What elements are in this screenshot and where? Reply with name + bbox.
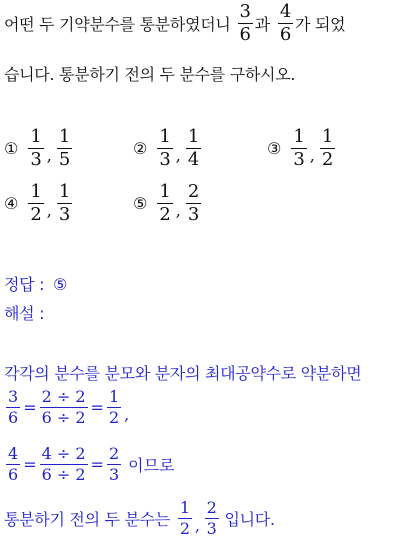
option-marker: ② (133, 139, 148, 158)
equals-sign: = (23, 455, 37, 474)
option-fraction-b (186, 183, 201, 224)
fraction-numerator: 1 (58, 126, 71, 147)
fraction-denominator: 2 (321, 149, 334, 170)
fraction-numerator: 2 (108, 444, 120, 463)
option-1[interactable] (4, 128, 74, 169)
fraction-denominator: 4 (187, 149, 200, 170)
explanation-equation-2 (4, 446, 175, 483)
question-word-gwa: 과 (254, 15, 270, 34)
fraction-denominator: 3 (58, 204, 71, 225)
fraction-lhs (6, 446, 20, 483)
fraction-result-a (178, 500, 192, 537)
fraction-numerator: 1 (30, 181, 42, 202)
fraction-numerator: 1 (159, 181, 171, 202)
option-5[interactable] (133, 183, 203, 224)
question-line-2: 습니다. 통분하기 전의 두 분수를 구하시오. (4, 65, 296, 84)
fraction-denominator: 5 (58, 149, 71, 170)
fraction-numerator: 2 (187, 181, 200, 202)
separator-comma: , (46, 146, 52, 165)
answer-value: ⑤ (53, 275, 68, 294)
fraction-denominator: 2 (159, 204, 171, 225)
fraction-numerator: 4 ÷ 2 (41, 444, 86, 463)
fraction-numerator: 3 (239, 1, 251, 22)
fraction-denominator: 3 (206, 519, 217, 538)
option-fraction-a (28, 128, 43, 169)
option-fraction-b (320, 128, 335, 169)
option-fraction-a (28, 183, 43, 224)
separator-comma: , (175, 201, 181, 220)
fraction-denominator: 6 (8, 465, 19, 484)
fraction-denominator: 6 ÷ 2 (41, 408, 86, 427)
separator-comma: , (309, 146, 315, 165)
fraction-four-sixths (278, 3, 293, 44)
equation-tail: , (124, 405, 130, 424)
question-text-prefix: 어떤 두 기약분수를 통분하였더니 (4, 15, 231, 34)
option-fraction-a (157, 183, 172, 224)
question-text-suffix: 가 되었 (295, 15, 346, 34)
explanation-intro: 각각의 분수를 분모와 분자의 최대공약수로 약분하면 (4, 364, 362, 383)
equation-tail: 이므로 (128, 456, 175, 475)
option-marker: ⑤ (133, 194, 148, 213)
fraction-denominator: 3 (293, 149, 305, 170)
fraction-denominator: 6 ÷ 2 (41, 465, 86, 484)
fraction-numerator: 2 ÷ 2 (41, 387, 86, 406)
separator-comma: , (175, 146, 181, 165)
fraction-numerator: 1 (58, 181, 71, 202)
fraction-numerator: 3 (8, 387, 19, 406)
fraction-division (40, 389, 88, 426)
fraction-denominator: 6 (8, 408, 19, 427)
option-3[interactable] (267, 128, 337, 169)
fraction-numerator: 1 (293, 126, 305, 147)
fraction-denominator: 6 (239, 24, 251, 45)
fraction-numerator: 1 (179, 498, 190, 517)
fraction-numerator: 1 (321, 126, 334, 147)
fraction-numerator: 1 (187, 126, 200, 147)
explanation-equation-1 (4, 389, 132, 426)
option-4[interactable] (4, 183, 74, 224)
fraction-denominator: 2 (179, 519, 190, 538)
fraction-rhs (107, 389, 121, 426)
fraction-denominator: 3 (159, 149, 171, 170)
option-fraction-b (57, 183, 72, 224)
answer-label: 정답 : (4, 275, 45, 294)
fraction-three-sixths (238, 3, 253, 44)
fraction-numerator: 1 (159, 126, 171, 147)
fraction-numerator: 2 (206, 498, 217, 517)
fraction-rhs (107, 446, 121, 483)
option-marker: ① (4, 139, 19, 158)
separator-comma: , (194, 516, 200, 535)
conclusion-suffix: 입니다. (224, 510, 275, 529)
fraction-numerator: 1 (108, 387, 120, 406)
fraction-numerator: 4 (279, 1, 292, 22)
fraction-denominator: 3 (187, 204, 200, 225)
fraction-result-b (205, 500, 219, 537)
fraction-denominator: 2 (108, 408, 120, 427)
fraction-denominator: 2 (30, 204, 42, 225)
equals-sign: = (90, 455, 104, 474)
fraction-denominator: 3 (30, 149, 42, 170)
conclusion-prefix: 통분하기 전의 두 분수는 (4, 510, 170, 529)
question-line-1 (4, 3, 345, 44)
fraction-denominator: 6 (279, 24, 292, 45)
separator-comma: , (46, 201, 52, 220)
option-2[interactable] (133, 128, 203, 169)
option-fraction-b (186, 128, 201, 169)
option-marker: ④ (4, 194, 19, 213)
option-marker: ③ (267, 139, 282, 158)
answer-line (4, 272, 67, 295)
explanation-conclusion (4, 500, 275, 537)
fraction-numerator: 4 (8, 444, 19, 463)
fraction-division (40, 446, 88, 483)
option-fraction-b (57, 128, 72, 169)
option-fraction-a (157, 128, 172, 169)
equals-sign: = (90, 398, 104, 417)
option-fraction-a (291, 128, 306, 169)
fraction-lhs (6, 389, 20, 426)
explanation-label: 해설 : (4, 304, 45, 323)
fraction-denominator: 3 (108, 465, 120, 484)
equals-sign: = (23, 398, 37, 417)
fraction-numerator: 1 (30, 126, 42, 147)
